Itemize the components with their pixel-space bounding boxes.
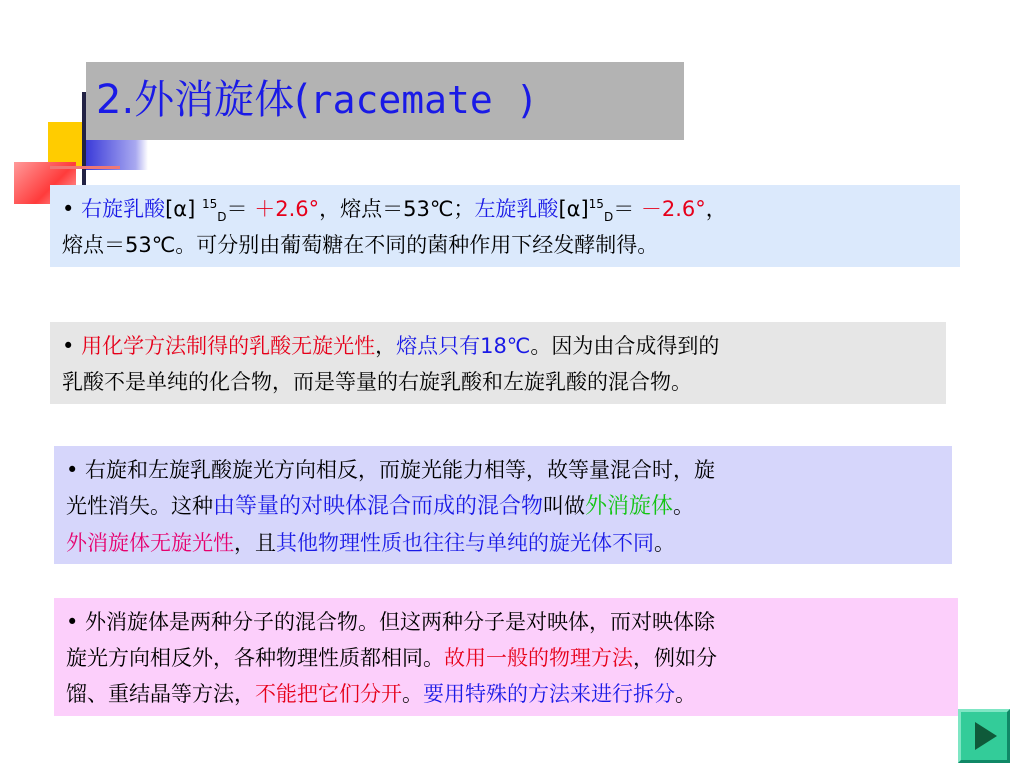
box3-l3a: ，且 xyxy=(234,531,276,555)
levo-name: 左旋乳酸 xyxy=(474,197,559,221)
cannot-separate: 不能把它们分开 xyxy=(255,682,402,706)
box3-l2b: 叫做 xyxy=(543,494,586,518)
bullet: • xyxy=(62,197,75,221)
decor-horizontal-line xyxy=(50,166,120,169)
melting-point-18: 熔点只有18℃ xyxy=(396,334,531,358)
bullet: • xyxy=(62,334,75,358)
other-properties: 其他物理性质也往往与单纯的旋光体不同 xyxy=(276,531,654,555)
text-box-synthetic-lactic-acid xyxy=(50,322,946,404)
box2-rest: 。因为由合成得到的 xyxy=(530,334,720,358)
title-banner xyxy=(86,62,684,140)
box2-line1 xyxy=(62,328,934,364)
box1-line2: 熔点＝53℃。可分别由葡萄糖在不同的菌种作用下经发酵制得。 xyxy=(62,233,659,257)
box4-line3 xyxy=(66,676,946,712)
box4-l3a: 馏、重结晶等方法， xyxy=(66,682,255,706)
title-latin: racemate ) xyxy=(309,78,539,122)
comma: ， xyxy=(705,197,727,221)
play-triangle-icon[interactable] xyxy=(975,722,997,750)
alpha-bracket: [α] xyxy=(558,197,589,221)
special-method: 要用特殊的方法来进行拆分 xyxy=(423,682,675,706)
equals: ＝ xyxy=(226,197,248,221)
next-slide-button[interactable] xyxy=(958,709,1010,763)
racemate-term: 外消旋体 xyxy=(585,494,674,519)
box3-line1: • 右旋和左旋乳酸旋光方向相反，而旋光能力相等，故等量混合时，旋 xyxy=(66,458,716,482)
melting-point-1: ，熔点＝53℃； xyxy=(319,197,475,221)
dextro-name: 右旋乳酸 xyxy=(81,197,166,221)
box4-line1: • 外消旋体是两种分子的混合物。但这两种分子是对映体，而对映体除 xyxy=(66,610,716,634)
box3-line2 xyxy=(66,488,940,525)
box4-line2 xyxy=(66,640,946,676)
temp-sup: 15 xyxy=(202,197,218,211)
box3-l3b: 。 xyxy=(654,531,675,555)
text-box-lactic-acid-rotation xyxy=(50,185,960,267)
box3-l2a: 光性消失。这种 xyxy=(66,494,213,518)
d-sub: D xyxy=(217,210,227,225)
page-title xyxy=(96,76,539,124)
box3-l2c: 。 xyxy=(673,494,695,518)
equals: ＝ xyxy=(613,197,635,221)
rotation-plus: ＋2.6° xyxy=(254,197,320,221)
box4-l3c: 。 xyxy=(675,682,696,706)
box4-l3b: 。 xyxy=(402,682,423,706)
title-prefix: 2.外消旋体( xyxy=(96,77,310,123)
no-optical-activity-text: 用化学方法制得的乳酸无旋光性 xyxy=(81,334,376,358)
racemate-inactive: 外消旋体无旋光性 xyxy=(66,531,234,555)
d-sub: D xyxy=(603,210,614,225)
racemate-definition: 由等量的对映体混合而成的混合物 xyxy=(213,494,544,519)
comma: ， xyxy=(375,334,397,358)
text-box-racemate-separation xyxy=(54,598,958,716)
box3-line3 xyxy=(66,525,940,561)
alpha-bracket: [α] xyxy=(165,197,196,221)
box4-l2a: 旋光方向相反外，各种物理性质都相同。 xyxy=(66,646,444,670)
box1-line1 xyxy=(62,191,948,227)
rotation-minus: －2.6° xyxy=(640,197,706,221)
box2-line2: 乳酸不是单纯的化合物，而是等量的右旋乳酸和左旋乳酸的混合物。 xyxy=(62,370,692,394)
box4-l2b: ，例如分 xyxy=(633,646,717,670)
physical-method: 故用一般的物理方法 xyxy=(444,646,633,670)
text-box-racemate-definition xyxy=(54,446,952,564)
temp-sup: 15 xyxy=(588,197,604,211)
